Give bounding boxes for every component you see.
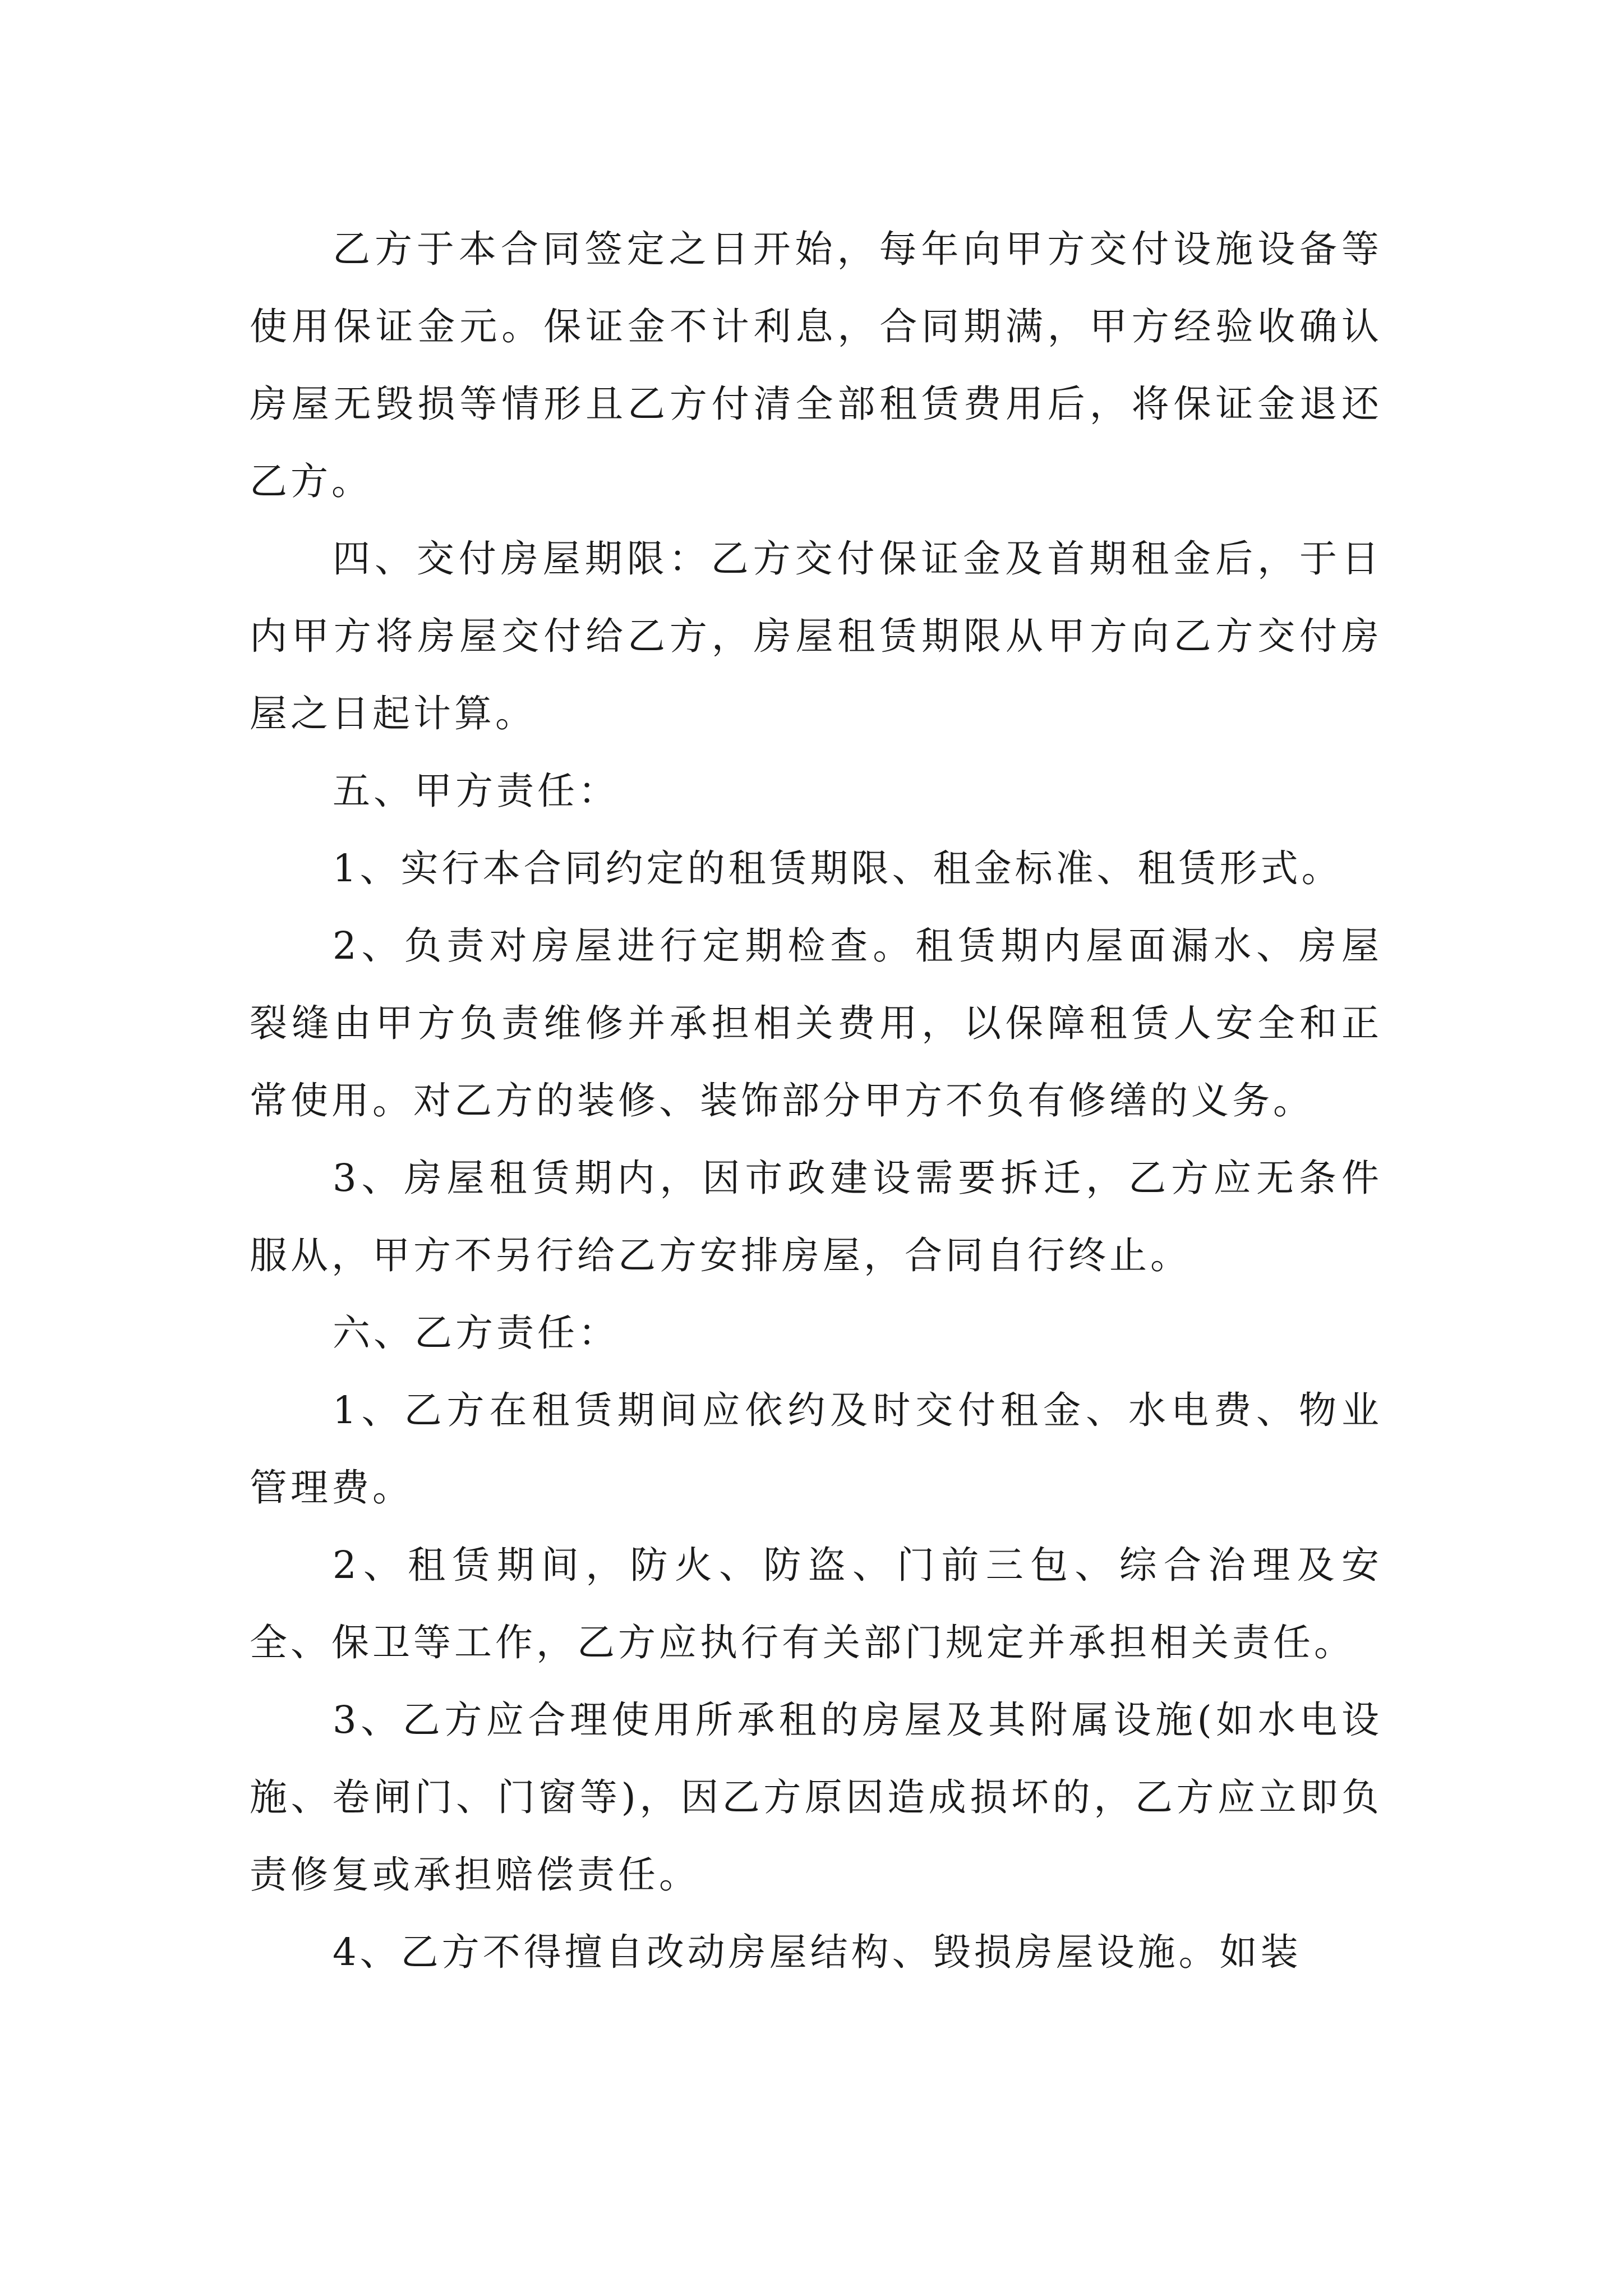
contract-body — [250, 210, 1382, 1991]
party-b-item-4: 4、乙方不得擅自改动房屋结构、毁损房屋设施。如装 — [333, 1930, 1302, 1974]
heading-party-a-responsibilities: 五、甲方责任： — [333, 769, 619, 813]
party-b-item-3: 3、乙方应合理使用所承租的房屋及其附属设施(如水电设施、卷闸门、门窗等)，因乙方原因造成损坏的，乙方应立即负责修复或承担赔偿责任。 — [250, 1698, 1382, 1897]
party-a-item-2: 2、负责对房屋进行定期检查。租赁期内屋面漏水、房屋裂缝由甲方负责维修并承担相关费用，以保障租赁人安全和正常使用。对乙方的装修、装饰部分甲方不负有修缮的义务。 — [250, 924, 1382, 1122]
party-b-item-1: 1、乙方在租赁期间应依约及时交付租金、水电费、物业管理费。 — [250, 1388, 1382, 1510]
paragraph-deposit-terms: 乙方于本合同签定之日开始，每年向甲方交付设施设备等使用保证金元。保证金不计利息，合同期满，甲方经验收确认房屋无毁损等情形且乙方付清全部租赁费用后，将保证金退还乙方。 — [250, 227, 1382, 503]
party-b-item-2: 2、租赁期间，防火、防盗、门前三包、综合治理及安全、保卫等工作，乙方应执行有关部门规定并承担相关责任。 — [250, 1543, 1382, 1664]
party-a-item-3: 3、房屋租赁期内，因市政建设需要拆迁，乙方应无条件服从，甲方不另行给乙方安排房屋，合同自行终止。 — [250, 1156, 1382, 1277]
party-a-item-1: 1、实行本合同约定的租赁期限、租金标准、租赁形式。 — [333, 846, 1343, 890]
heading-party-b-responsibilities: 六、乙方责任： — [333, 1311, 619, 1355]
paragraph-delivery-period: 四、交付房屋期限：乙方交付保证金及首期租金后，于日内甲方将房屋交付给乙方，房屋租赁期限从甲方向乙方交付房屋之日起计算。 — [250, 537, 1382, 735]
